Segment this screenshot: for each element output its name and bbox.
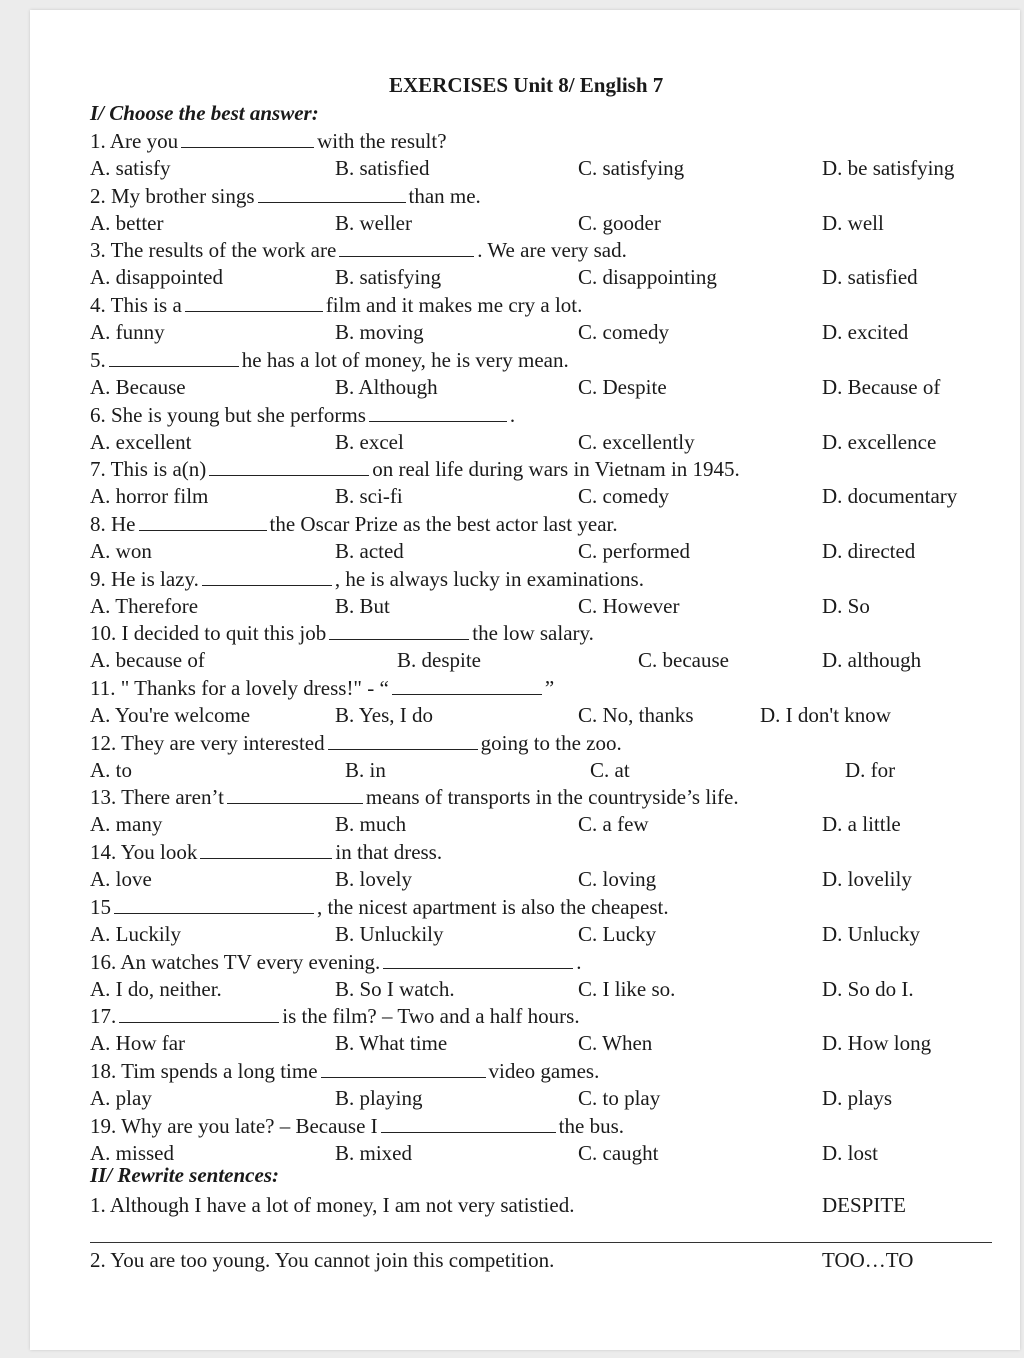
question-ending: going to the zoo. — [480, 730, 622, 755]
option-d: D. So do I. — [822, 976, 914, 1001]
question-stem: 9. He is lazy. — [90, 566, 199, 591]
question-ending: . — [509, 402, 516, 427]
option-b: B. But — [335, 593, 390, 618]
option-c: C. comedy — [578, 320, 669, 345]
option-c: C. excellently — [578, 429, 695, 454]
question-ending: , the nicest apartment is also the cheapest. — [317, 894, 669, 919]
question-ending: with the result? — [317, 129, 447, 153]
option-c: C. No, thanks — [578, 703, 694, 727]
question-14 — [90, 839, 442, 866]
question-ending: . — [576, 949, 582, 974]
question-8 — [90, 511, 618, 538]
option-b: B. weller — [335, 210, 412, 235]
rewrite-keyword-1: DESPITE — [822, 1193, 906, 1217]
option-a: A. love — [90, 867, 152, 892]
question-15 — [90, 894, 669, 921]
option-b: B. Yes, I do — [335, 703, 434, 727]
option-b: B. So I watch. — [335, 976, 455, 1001]
option-c: C. at — [590, 757, 630, 782]
option-c: C. When — [578, 1031, 653, 1056]
option-b: B. lovely — [335, 867, 412, 892]
question-ending: than me. — [408, 183, 481, 208]
question-18 — [90, 1058, 599, 1085]
option-c: C. because — [638, 648, 729, 673]
option-d: D. excited — [822, 320, 909, 345]
option-d: D. Because of — [822, 374, 941, 399]
option-c: C. performed — [578, 538, 690, 563]
question-4 — [90, 292, 582, 319]
option-d: D. excellence — [822, 429, 937, 454]
option-d: D. although — [822, 648, 922, 673]
question-13 — [90, 784, 739, 811]
option-b: B. satisfied — [335, 156, 430, 180]
option-c: C. Despite — [578, 374, 667, 399]
answer-blank — [381, 1114, 556, 1133]
option-c: C. loving — [578, 867, 657, 892]
answer-blank — [392, 676, 542, 695]
option-a: A. funny — [90, 320, 165, 345]
option-a: A. I do, neither. — [90, 976, 222, 1001]
question-ending: in that dress. — [335, 840, 443, 865]
option-b: B. satisfying — [335, 265, 442, 290]
answer-blank — [139, 512, 267, 531]
option-d: D. well — [822, 210, 884, 235]
question-19 — [90, 1113, 624, 1140]
answer-blank — [114, 895, 314, 914]
option-c: C. I like so. — [578, 976, 676, 1001]
question-ending: , he is always lucky in examinations. — [334, 566, 644, 591]
question-stem: 12. They are very interested — [90, 730, 325, 755]
question-10 — [90, 620, 594, 647]
option-d: D. lovelily — [822, 867, 912, 892]
answer-blank — [369, 403, 507, 422]
option-b: B. moving — [335, 320, 424, 345]
question-stem: 17. — [90, 1004, 117, 1029]
option-b: B. What time — [335, 1031, 448, 1056]
answer-blank — [209, 457, 369, 476]
option-d: D. be satisfying — [822, 156, 955, 180]
option-c: C. gooder — [578, 210, 661, 235]
answer-blank — [181, 129, 314, 148]
answer-line-1 — [90, 1242, 992, 1243]
question-stem: 18. Tim spends a long time — [90, 1058, 318, 1083]
option-a: A. Because — [90, 374, 186, 399]
option-d: D. plays — [822, 1085, 892, 1110]
question-stem: 7. This is a(n) — [90, 457, 207, 482]
option-c: C. caught — [578, 1140, 659, 1165]
option-d: D. Unlucky — [822, 921, 920, 946]
question-stem: 8. He — [90, 511, 136, 536]
option-a: A. many — [90, 812, 163, 837]
option-a: A. excellent — [90, 429, 192, 454]
question-stem: 19. Why are you late? – Because I — [90, 1113, 378, 1138]
question-stem: 1. Are you — [90, 129, 179, 153]
question-11 — [90, 675, 554, 702]
section-2-heading: II/ Rewrite sentences: — [90, 1163, 279, 1187]
option-a: A. to — [90, 757, 132, 782]
option-b: B. much — [335, 812, 407, 837]
question-ending: the Oscar Prize as the best actor last year. — [269, 511, 618, 536]
option-d: D. satisfied — [822, 265, 918, 290]
answer-blank — [328, 731, 478, 750]
option-c: C. to play — [578, 1085, 661, 1110]
rewrite-sentence-2: 2. You are too young. You cannot join this competition. — [90, 1248, 555, 1272]
question-stem: 10. I decided to quit this job — [90, 621, 327, 646]
option-b: B. in — [345, 757, 386, 782]
option-a: A. satisfy — [90, 156, 171, 180]
option-d: D. a little — [822, 812, 901, 837]
answer-blank — [119, 1004, 279, 1023]
question-7 — [90, 456, 740, 483]
question-ending: is the film? – Two and a half hours. — [282, 1004, 580, 1029]
option-d: D. So — [822, 593, 870, 618]
question-ending: on real life during wars in Vietnam in 1945. — [372, 457, 740, 482]
answer-blank — [200, 840, 332, 859]
question-stem: 11. " Thanks for a lovely dress!" - “ — [90, 676, 389, 700]
page-title: EXERCISES Unit 8/ English 7 — [389, 73, 664, 97]
question-ending: ” — [544, 676, 555, 700]
option-d: D. documentary — [822, 484, 958, 509]
question-ending: video games. — [488, 1058, 600, 1083]
question-2 — [90, 183, 481, 210]
option-c: C. disappointing — [578, 265, 717, 290]
question-stem: 14. You look — [90, 840, 198, 865]
option-b: B. Unluckily — [335, 921, 444, 946]
option-a: A. How far — [90, 1031, 186, 1056]
option-d: D. for — [845, 757, 896, 782]
answer-blank — [339, 238, 474, 257]
question-stem: 4. This is a — [90, 293, 182, 318]
question-stem: 6. She is young but she performs — [90, 402, 366, 427]
question-9 — [90, 566, 644, 593]
question-ending: means of transports in the countryside’s life. — [365, 785, 739, 810]
option-d: D. How long — [822, 1031, 932, 1056]
answer-blank — [109, 348, 239, 367]
option-b: B. despite — [397, 648, 481, 673]
option-a: A. horror film — [90, 484, 209, 509]
question-stem: 5. — [90, 347, 106, 372]
answer-blank — [185, 293, 323, 312]
question-stem: 16. An watches TV every evening. — [90, 949, 381, 974]
option-c: C. a few — [578, 812, 649, 837]
option-d: D. I don't know — [760, 703, 891, 727]
question-17 — [90, 1003, 580, 1030]
question-3 — [90, 237, 627, 264]
option-c: C. Lucky — [578, 921, 657, 946]
option-d: D. lost — [822, 1140, 879, 1165]
option-c: C. satisfying — [578, 156, 685, 180]
answer-blank — [202, 567, 332, 586]
section-1-heading: I/ Choose the best answer: — [90, 101, 319, 125]
option-a: A. won — [90, 538, 152, 563]
option-b: B. Although — [335, 374, 438, 399]
answer-blank — [258, 184, 406, 203]
answer-blank — [383, 950, 573, 969]
question-12 — [90, 730, 622, 757]
question-ending: he has a lot of money, he is very mean. — [241, 347, 569, 372]
question-stem: 13. There aren’t — [90, 785, 224, 810]
question-6 — [90, 402, 515, 429]
question-stem: 3. The results of the work are — [90, 238, 337, 263]
option-a: A. better — [90, 210, 164, 235]
question-16 — [90, 949, 582, 976]
option-a: A. Therefore — [90, 593, 199, 618]
option-a: A. because of — [90, 648, 205, 673]
rewrite-keyword-2: TOO…TO — [822, 1248, 914, 1272]
option-a: A. Luckily — [90, 921, 181, 946]
option-a: A. missed — [90, 1140, 174, 1165]
question-ending: film and it makes me cry a lot. — [325, 293, 583, 318]
question-ending: . We are very sad. — [477, 238, 627, 263]
question-5 — [90, 347, 569, 374]
option-b: B. acted — [335, 538, 404, 563]
question-1 — [90, 128, 447, 155]
option-c: C. However — [578, 593, 680, 618]
option-a: A. play — [90, 1085, 152, 1110]
option-c: C. comedy — [578, 484, 669, 509]
question-stem: 15 — [90, 894, 111, 919]
option-a: A. disappointed — [90, 265, 223, 290]
option-b: B. playing — [335, 1085, 423, 1110]
option-b: B. mixed — [335, 1140, 412, 1165]
option-a: A. You're welcome — [90, 703, 251, 727]
question-stem: 2. My brother sings — [90, 183, 255, 208]
question-ending: the low salary. — [472, 621, 594, 646]
answer-blank — [227, 785, 363, 804]
option-d: D. directed — [822, 538, 916, 563]
option-b: B. sci-fi — [335, 484, 403, 509]
rewrite-sentence-1: 1. Although I have a lot of money, I am not very satistied. — [90, 1193, 575, 1217]
answer-blank — [329, 621, 469, 640]
question-ending: the bus. — [558, 1113, 624, 1138]
answer-blank — [321, 1059, 486, 1078]
option-b: B. excel — [335, 429, 404, 454]
